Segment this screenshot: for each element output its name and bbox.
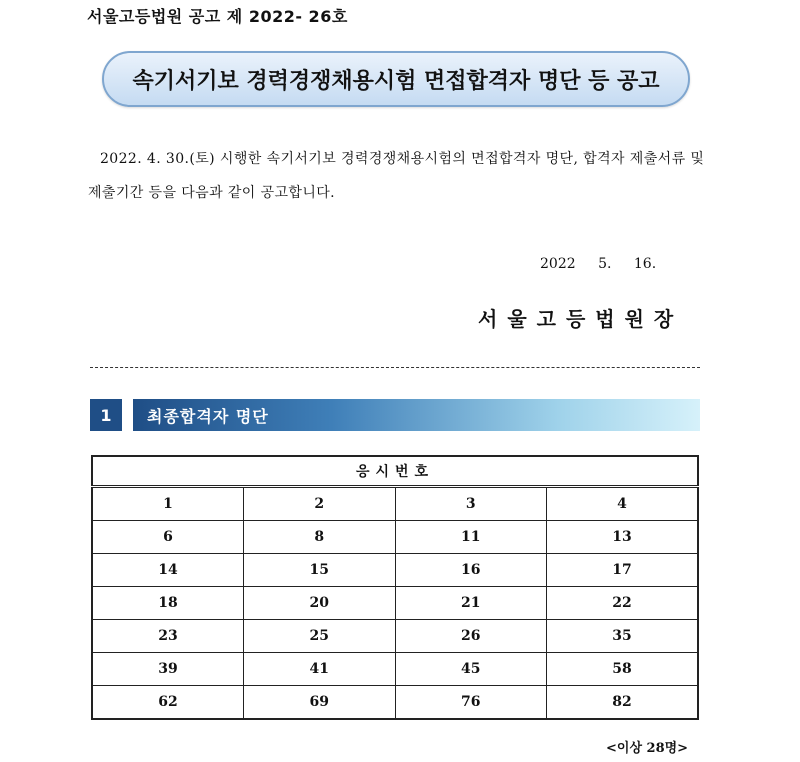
applicant-number-cell: 26	[395, 620, 547, 653]
section-number: 1	[90, 399, 122, 431]
table-header: 응시번호	[92, 456, 698, 487]
applicant-number-cell: 82	[547, 686, 699, 720]
applicant-number-cell: 39	[92, 653, 244, 686]
divider-line	[90, 367, 700, 368]
applicant-number-cell: 15	[244, 554, 396, 587]
announcement-date: 2022 5. 16.	[540, 256, 657, 272]
total-count-note: <이상 28명>	[606, 741, 689, 756]
table-row	[92, 653, 698, 686]
applicant-number-cell: 76	[395, 686, 547, 720]
table-row	[92, 521, 698, 554]
applicant-number-cell: 1	[92, 487, 244, 521]
applicant-number-cell: 58	[547, 653, 699, 686]
applicant-number-cell: 23	[92, 620, 244, 653]
applicant-number-cell: 45	[395, 653, 547, 686]
applicant-number-table	[91, 455, 699, 720]
applicant-number-cell: 35	[547, 620, 699, 653]
applicant-number-cell: 21	[395, 587, 547, 620]
applicant-number-cell: 22	[547, 587, 699, 620]
section-title: 최종합격자 명단	[147, 406, 269, 426]
applicant-number-cell: 4	[547, 487, 699, 521]
table-row	[92, 686, 698, 720]
applicant-number-cell: 41	[244, 653, 396, 686]
table-row	[92, 587, 698, 620]
document-title-box	[102, 51, 690, 107]
document-title: 속기서기보 경력경쟁채용시험 면접합격자 명단 등 공고	[132, 68, 660, 94]
applicant-number-cell: 6	[92, 521, 244, 554]
applicant-number-cell: 14	[92, 554, 244, 587]
applicant-number-cell: 2	[244, 487, 396, 521]
applicant-number-cell: 17	[547, 554, 699, 587]
table-row	[92, 554, 698, 587]
notice-number: 서울고등법원 공고 제 2022- 26호	[87, 7, 348, 26]
applicant-number-cell: 62	[92, 686, 244, 720]
section-header	[133, 399, 700, 431]
applicant-table-wrapper	[91, 455, 699, 720]
applicant-number-cell: 69	[244, 686, 396, 720]
applicant-number-cell: 13	[547, 521, 699, 554]
table-row	[92, 487, 698, 521]
applicant-number-cell: 20	[244, 587, 396, 620]
body-paragraph: 2022. 4. 30.(토) 시행한 속기서기보 경력경쟁채용시험의 면접합격자 명단, 합격자 제출서류 및 제출기간 등을 다음과 같이 공고합니다.	[88, 151, 705, 201]
applicant-number-cell: 16	[395, 554, 547, 587]
applicant-number-cell: 3	[395, 487, 547, 521]
table-row	[92, 620, 698, 653]
table-body	[92, 487, 698, 720]
applicant-number-cell: 25	[244, 620, 396, 653]
applicant-number-cell: 18	[92, 587, 244, 620]
signer: 서울고등법원장	[478, 307, 684, 331]
applicant-number-cell: 8	[244, 521, 396, 554]
applicant-number-cell: 11	[395, 521, 547, 554]
